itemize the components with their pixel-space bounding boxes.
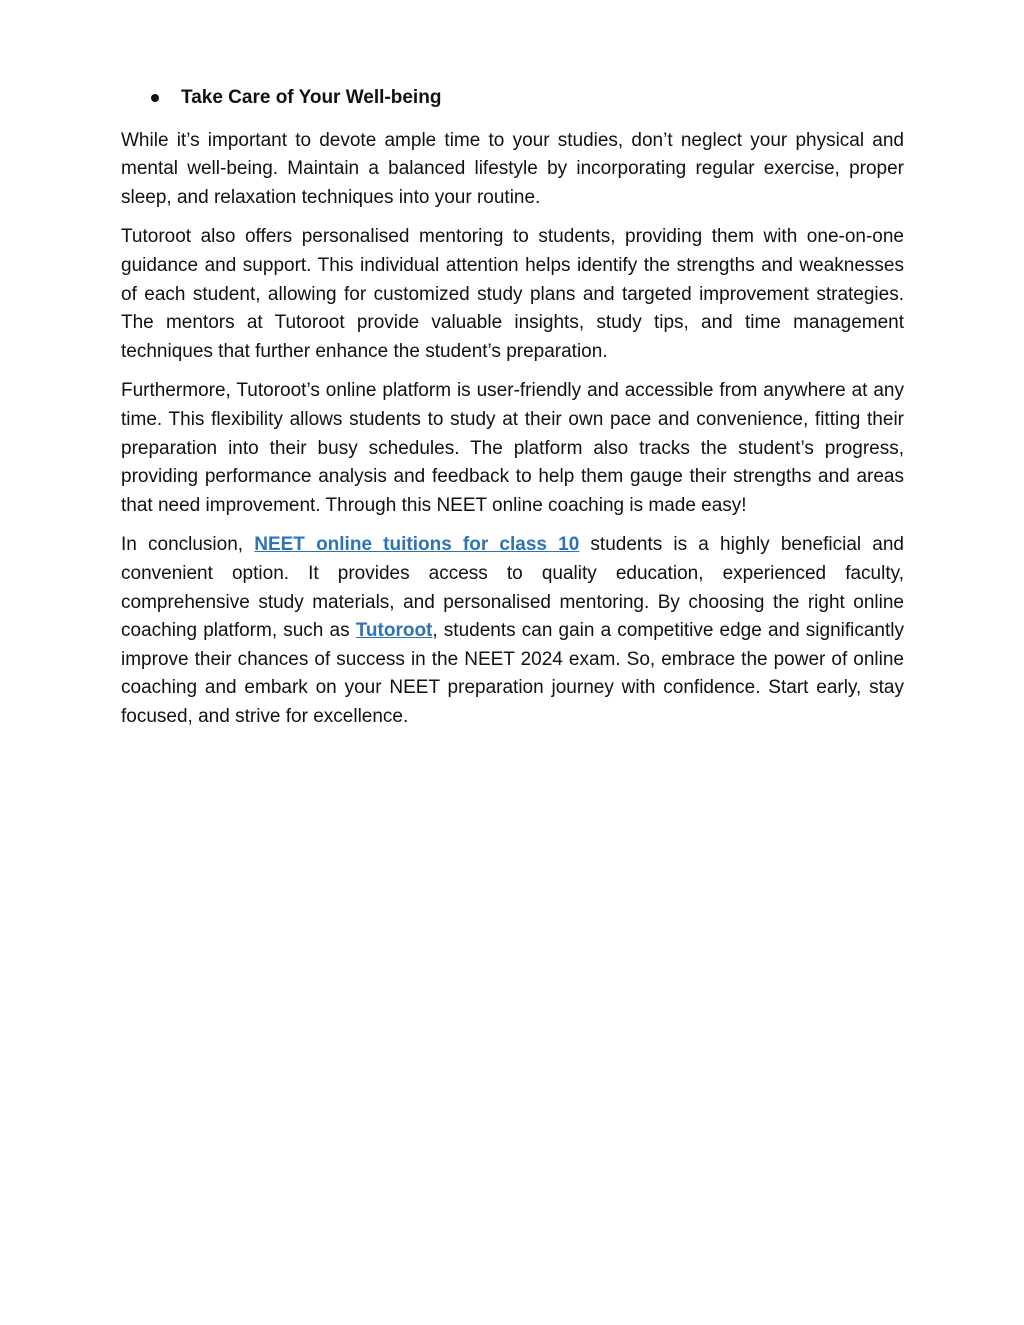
bullet-icon xyxy=(151,94,159,102)
conclusion-text-middle: students is a highly beneficial and convenient option. It provides access to quality education, experienced faculty, comprehensive study materials, and personalised mentoring. By choosing the right online coaching platform, such as xyxy=(121,534,904,642)
conclusion-text-start: In conclusion, xyxy=(121,534,255,556)
paragraph-wellbeing: While it’s important to devote ample time to your studies, don’t neglect your physical and mental well-being. Maintain a balanced lifestyle by incorporating regular exercise, proper sleep, and relaxation techniques into your routine. xyxy=(121,129,904,208)
conclusion-text-end: , students can gain a competitive edge and significantly improve their chances of success in the NEET 2024 exam. So, embrace the power of online coaching and embark on your NEET preparation journey with confidence. Start early, stay focused, and strive for excellence. xyxy=(121,620,904,727)
link-neet-online-tuitions[interactable]: NEET online tuitions for class 10 xyxy=(254,534,580,556)
link-tutoroot[interactable]: Tutoroot xyxy=(355,620,433,642)
bullet-heading: Take Care of Your Well-being xyxy=(181,87,442,108)
paragraph-platform: Furthermore, Tutoroot’s online platform is user-friendly and accessible from anywhere at any time. This flexibility allows students to study at their own pace and convenience, fitting their preparation into their busy schedules. The platform also tracks the student’s progress, providing performance analysis and feedback to help them gauge their strengths and areas that need improvement. Through this NEET online coaching is made easy! xyxy=(121,380,904,516)
document-body xyxy=(121,84,904,742)
paragraph-conclusion xyxy=(121,531,904,731)
paragraph-mentoring: Tutoroot also offers personalised mentoring to students, providing them with one-on-one guidance and support. This individual attention helps identify the strengths and weaknesses of each student, allowing for customized study plans and targeted improvement strategies. The mentors at Tutoroot provide valuable insights, study tips, and time management techniques that further enhance the student’s preparation. xyxy=(121,226,904,362)
bullet-list-item xyxy=(121,84,904,113)
